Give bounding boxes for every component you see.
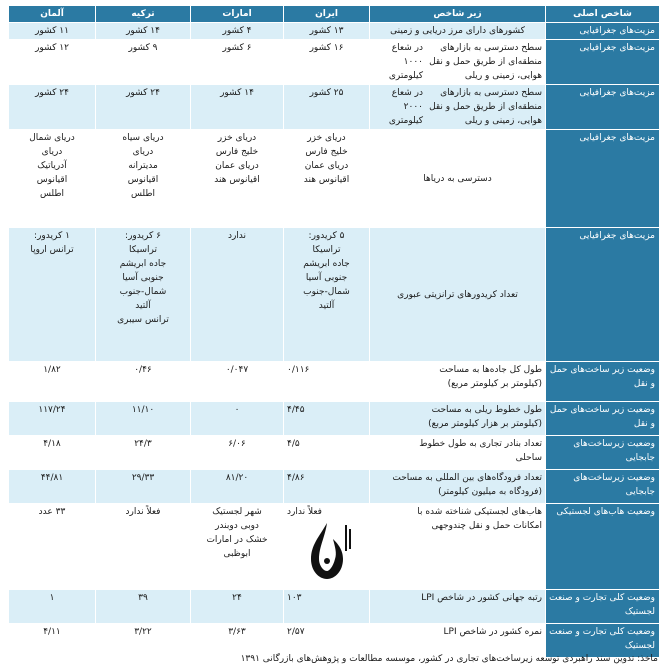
- sub-indicator-note: (کیلومتر بر کیلومتر مربع): [447, 379, 542, 389]
- cell-line: جنوبی آسیا: [122, 273, 164, 283]
- emirates-cell: ۲۴: [191, 590, 284, 624]
- cell-line: دریای خزر: [307, 133, 346, 143]
- table-row: [9, 470, 660, 504]
- cell-line: ندارد: [227, 231, 247, 241]
- iran-cell: [284, 228, 370, 362]
- cell-line: دریای: [132, 147, 154, 157]
- main-indicator-cell: مزیت‌های جغرافیایی: [546, 228, 660, 362]
- sub-indicator-cell: [370, 402, 546, 436]
- cell-line: جاده ابریشم: [119, 259, 167, 269]
- main-indicator-cell: مزیت‌های جغرافیایی: [546, 23, 660, 40]
- sub-indicator-note: (کیلومتر بر هزار کیلومتر مربع): [428, 419, 542, 429]
- cell-line: دریای خزر: [217, 133, 257, 143]
- main-indicator-cell: مزیت‌های جغرافیایی: [546, 130, 660, 228]
- main-indicator-cell: وضعیت زیر ساخت‌های حمل و نقل: [546, 402, 660, 436]
- sub-indicator-cell: [370, 362, 546, 402]
- table-row: [9, 228, 660, 362]
- emirates-cell: ۳/۶۳: [191, 624, 284, 658]
- turkey-cell: ۰/۴۶: [96, 362, 191, 402]
- header-iran: ایران: [284, 6, 370, 23]
- cell-line: اطلس: [130, 189, 156, 199]
- cell-line: فعلاً ندارد: [287, 507, 322, 517]
- sub-indicator-text: هاب‌های لجستیکی شناخته شده با: [417, 507, 542, 517]
- iran-cell: ۱۶ کشور: [284, 40, 370, 85]
- table-row: [9, 590, 660, 624]
- sub-indicator-cell: [370, 85, 546, 130]
- turkey-cell: ۱۱/۱۰: [96, 402, 191, 436]
- sub-indicator-note: (فرودگاه به میلیون کیلومتر): [438, 487, 542, 497]
- germany-cell: ۱۱۷/۲۴: [9, 402, 96, 436]
- cell-line: ۱ کریدور:: [34, 231, 70, 241]
- emirates-cell: ۶ کشور: [191, 40, 284, 85]
- main-indicator-cell: مزیت‌های جغرافیایی: [546, 40, 660, 85]
- cell-line: تراسیکا: [312, 245, 341, 255]
- iran-cell: ۴/۴۵: [284, 402, 370, 436]
- turkey-cell: ۲۹/۳۳: [96, 470, 191, 504]
- main-indicator-cell: وضعیت زیر ساخت‌های حمل و نقل: [546, 362, 660, 402]
- cell-line: آدریاتیک: [37, 161, 67, 171]
- germany-cell: ۴/۱۱: [9, 624, 96, 658]
- institute-logo-icon: [299, 519, 355, 583]
- iran-cell: ۴/۵: [284, 436, 370, 470]
- main-indicator-cell: وضعیت کلی تجارت و صنعت لجستیک: [546, 624, 660, 658]
- cell-line: مدیترانه: [128, 161, 158, 171]
- cell-line: ۵ کریدور:: [308, 231, 345, 241]
- germany-cell: [9, 228, 96, 362]
- source-caption: ماخذ: تدوین سند راهبردی توسعه زیرساخت‌های تجاری در کشور، موسسه مطالعات و پژوهش‌های بازرگانی ۱۳۹۱: [240, 654, 658, 664]
- turkey-cell: ۳/۲۲: [96, 624, 191, 658]
- emirates-cell: ۰: [191, 402, 284, 436]
- germany-cell: ۴/۱۸: [9, 436, 96, 470]
- iran-cell: ۱۰۳: [284, 590, 370, 624]
- cell-line: خشک در امارات: [206, 535, 268, 545]
- sub-indicator-text: تعداد بنادر تجاری به طول خطوط: [419, 439, 542, 449]
- emirates-cell: ۱۴ کشور: [191, 85, 284, 130]
- sub-indicator-note: امکانات حمل و نقل چندوجهی: [431, 521, 542, 531]
- cell-line: اقیانوس: [127, 175, 159, 185]
- table-row: [9, 85, 660, 130]
- table-row: [9, 504, 660, 590]
- emirates-cell: ۴ کشور: [191, 23, 284, 40]
- sub-indicator-note: در شعاع ۱۰۰۰ کیلومتری: [388, 43, 423, 81]
- sub-indicator-cell: [370, 504, 546, 590]
- iran-cell: [284, 130, 370, 228]
- turkey-cell: ۳۹: [96, 590, 191, 624]
- header-main: شاخص اصلی: [546, 6, 660, 23]
- germany-cell: ۴۴/۸۱: [9, 470, 96, 504]
- cell-line: آلتید: [135, 301, 151, 311]
- cell-line: اطلس: [39, 189, 65, 199]
- iran-cell: ۲۵ کشور: [284, 85, 370, 130]
- turkey-cell: [96, 130, 191, 228]
- table-row: [9, 362, 660, 402]
- main-indicator-cell: وضعیت کلی تجارت و صنعت لجستیک: [546, 590, 660, 624]
- sub-indicator-text: سطح دسترسی به بازارهای منطقه‌ای از طریق حمل و نقل هوایی، زمینی و ریلی: [429, 88, 542, 126]
- cell-line: دوبی دوبندر: [215, 521, 259, 531]
- header-row: [9, 6, 660, 23]
- header-turkey: ترکیه: [96, 6, 191, 23]
- cell-line: شمال-جنوب: [303, 287, 350, 297]
- sub-indicator-text: تعداد فرودگاه‌های بین المللی به مساحت: [392, 473, 542, 483]
- germany-cell: ۱۲ کشور: [9, 40, 96, 85]
- comparison-table: [8, 5, 660, 658]
- turkey-cell: ۱۴ کشور: [96, 23, 191, 40]
- table-row: [9, 402, 660, 436]
- sub-indicator-cell: [370, 470, 546, 504]
- table-row: [9, 23, 660, 40]
- emirates-cell: ۰/۰۴۷: [191, 362, 284, 402]
- cell-line: دریای: [41, 147, 63, 157]
- cell-line: ابوظبی: [223, 549, 251, 559]
- main-indicator-cell: وضعیت زیرساخت‌های جابجایی: [546, 470, 660, 504]
- cell-line: اقیانوس هند: [214, 175, 260, 185]
- header-sub: زیر شاخص: [370, 6, 546, 23]
- iran-cell: ۰/۱۱۶: [284, 362, 370, 402]
- germany-cell: ۱۱ کشور: [9, 23, 96, 40]
- turkey-cell: ۹ کشور: [96, 40, 191, 85]
- iran-cell: [284, 504, 370, 590]
- cell-line: شمال-جنوب: [119, 287, 167, 297]
- turkey-cell: فعلاً ندارد: [96, 504, 191, 590]
- turkey-cell: [96, 228, 191, 362]
- cell-line: شهر لجستیک: [212, 507, 262, 517]
- table-row: [9, 130, 660, 228]
- germany-cell: ۲۴ کشور: [9, 85, 96, 130]
- emirates-cell: ۶/۰۶: [191, 436, 284, 470]
- sub-indicator-cell: دسترسی به دریاها: [370, 130, 546, 228]
- cell-line: ۶ کریدور:: [125, 231, 161, 241]
- cell-line: ترانس اروپا: [30, 245, 74, 255]
- cell-line: دریای سیاه: [122, 133, 164, 143]
- table-row: [9, 624, 660, 658]
- cell-line: جاده ابریشم: [303, 259, 350, 269]
- cell-line: دریای شمال: [29, 133, 75, 143]
- germany-cell: ۳۳ عدد: [9, 504, 96, 590]
- table-row: [9, 436, 660, 470]
- table-row: [9, 40, 660, 85]
- iran-cell: ۱۳ کشور: [284, 23, 370, 40]
- cell-line: دریای عمان: [215, 161, 259, 171]
- cell-line: جنوبی آسیا: [305, 273, 348, 283]
- sub-indicator-text: طول کل جاده‌ها به مساحت: [439, 365, 542, 375]
- germany-cell: [9, 130, 96, 228]
- sub-indicator-note: در شعاع ۲۰۰۰ کیلومتری: [388, 88, 423, 126]
- germany-cell: ۱/۸۲: [9, 362, 96, 402]
- cell-line: خلیج فارس: [305, 147, 348, 157]
- sub-indicator-text: طول خطوط ریلی به مساحت: [431, 405, 542, 415]
- sub-indicator-cell: نمره کشور در شاخص LPI: [370, 624, 546, 658]
- cell-line: خلیج فارس: [215, 147, 259, 157]
- sub-indicator-cell: رتبه جهانی کشور در شاخص LPI: [370, 590, 546, 624]
- emirates-cell: [191, 228, 284, 362]
- emirates-cell: [191, 504, 284, 590]
- sub-indicator-cell: [370, 436, 546, 470]
- sub-indicator-cell: [370, 40, 546, 85]
- iran-cell: ۲/۵۷: [284, 624, 370, 658]
- main-indicator-cell: وضعیت زیرساخت‌های جابجایی: [546, 436, 660, 470]
- cell-line: ترانس سیبری: [117, 315, 169, 325]
- sub-indicator-text: سطح دسترسی به بازارهای منطقه‌ای از طریق حمل و نقل هوایی، زمینی و ریلی: [429, 43, 542, 81]
- main-indicator-cell: مزیت‌های جغرافیایی: [546, 85, 660, 130]
- header-germany: آلمان: [9, 6, 96, 23]
- emirates-cell: [191, 130, 284, 228]
- cell-line: اقیانوس هند: [303, 175, 350, 185]
- main-indicator-cell: وضعیت هاب‌های لجستیکی: [546, 504, 660, 590]
- iran-cell: ۴/۸۶: [284, 470, 370, 504]
- turkey-cell: ۲۴ کشور: [96, 85, 191, 130]
- sub-indicator-cell: تعداد کریدورهای ترانزیتی عبوری: [370, 228, 546, 362]
- cell-line: دریای عمان: [304, 161, 349, 171]
- sub-indicator-cell: کشورهای دارای مرز دریایی و زمینی: [370, 23, 546, 40]
- cell-line: آلتید: [318, 301, 335, 311]
- turkey-cell: ۲۴/۳: [96, 436, 191, 470]
- emirates-cell: ۸۱/۲۰: [191, 470, 284, 504]
- cell-line: اقیانوس: [36, 175, 68, 185]
- cell-line: تراسیکا: [129, 245, 157, 255]
- germany-cell: ۱: [9, 590, 96, 624]
- sub-indicator-note: ساحلی: [515, 453, 542, 463]
- header-emirates: امارات: [191, 6, 284, 23]
